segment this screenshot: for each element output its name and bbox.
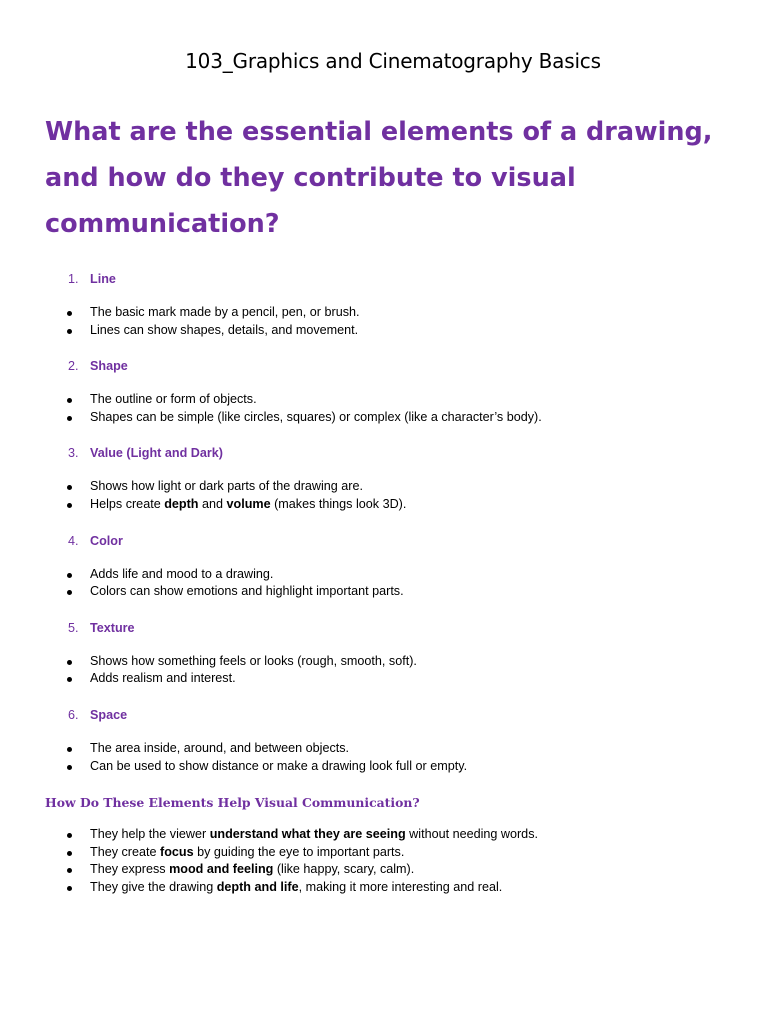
text-run: Adds realism and interest. (90, 671, 236, 686)
bold-text: volume (226, 496, 271, 511)
list-item (0, 670, 768, 688)
list-item (0, 409, 768, 427)
spacer (0, 463, 768, 478)
text-run: Helps create (90, 496, 165, 511)
bullet-text (90, 740, 349, 758)
bullet-dot (67, 573, 72, 578)
bullet-dot (67, 398, 72, 403)
bullet-dot (67, 677, 72, 682)
element-heading (0, 269, 768, 289)
spacer (0, 551, 768, 566)
bullet-dot (67, 311, 72, 316)
question-heading: What are the essential elements of a drawing, and how do they contribute to visual communication? (45, 117, 713, 239)
spacer (0, 725, 768, 740)
list-item (0, 653, 768, 671)
text-run: (makes things look 3D). (270, 496, 407, 511)
spacer (0, 376, 768, 391)
text-run: Can be used to show distance or make a drawing look full or empty. (90, 758, 468, 773)
text-run: They express (90, 862, 170, 877)
spacer (0, 289, 768, 304)
bullet-dot (67, 485, 72, 490)
spacer (0, 514, 768, 531)
spacer (0, 339, 768, 356)
bullet-text (90, 844, 404, 862)
bullet-text (90, 322, 358, 340)
bullet-text (90, 304, 360, 322)
list-item (0, 304, 768, 322)
bullet-dot (67, 329, 72, 334)
list-item (0, 566, 768, 584)
bullet-dot (67, 590, 72, 595)
element-heading (0, 531, 768, 551)
bullet-text (90, 861, 414, 879)
text-run: They create (90, 844, 160, 859)
element-name: Color (90, 533, 123, 548)
bullet-dot (67, 503, 72, 508)
list-item (0, 758, 768, 776)
bullet-dot (67, 868, 72, 873)
bullet-dot (67, 886, 72, 891)
element-name: Shape (90, 359, 128, 374)
element-number: 6. (68, 707, 79, 722)
text-run: Shows how light or dark parts of the drawing are. (90, 479, 364, 494)
list-item (0, 740, 768, 758)
text-run: Shows how something feels or looks (rough, smooth, soft). (90, 653, 417, 668)
bold-text: mood and feeling (169, 862, 274, 877)
text-run: They help the viewer (90, 827, 210, 842)
element-name: Texture (90, 620, 135, 635)
bold-text: depth and life (216, 879, 299, 894)
spacer (0, 426, 768, 443)
element-heading (0, 618, 768, 638)
bullet-dot (67, 765, 72, 770)
text-run: (like happy, scary, calm). (273, 862, 415, 877)
text-run: Shapes can be simple (like circles, squares) or complex (like a character’s body). (90, 409, 542, 424)
text-run: The basic mark made by a pencil, pen, or brush. (90, 305, 360, 319)
bullet-text (90, 583, 404, 601)
spacer (0, 688, 768, 705)
bullet-text (90, 879, 502, 897)
list-item (0, 583, 768, 601)
element-heading (0, 443, 768, 463)
list-item (0, 391, 768, 409)
text-run: They give the drawing (90, 879, 217, 894)
bullet-text (90, 409, 542, 427)
summary-heading: How Do These Elements Help Visual Communication? (45, 795, 420, 811)
bullet-text (90, 566, 273, 584)
text-run: and (198, 496, 227, 511)
list-item (0, 322, 768, 340)
text-run: Adds life and mood to a drawing. (90, 566, 274, 581)
element-number: 5. (68, 620, 79, 635)
bullet-text (90, 496, 406, 514)
element-name: Line (90, 272, 116, 286)
element-number: 3. (68, 446, 79, 461)
bullet-dot (67, 747, 72, 752)
text-run: The outline or form of objects. (90, 392, 257, 407)
text-run: Lines can show shapes, details, and movement. (90, 322, 359, 337)
list-item (0, 496, 768, 514)
element-name: Space (90, 707, 128, 722)
summary-item (0, 844, 768, 862)
spacer (0, 814, 768, 826)
bullet-dot (67, 660, 72, 665)
element-heading (0, 356, 768, 376)
text-run: The area inside, around, and between objects. (90, 740, 350, 755)
element-name: Value (Light and Dark) (90, 446, 223, 461)
element-number: 4. (68, 533, 79, 548)
summary-item (0, 879, 768, 897)
bullet-text (90, 391, 257, 409)
bullet-dot (67, 416, 72, 421)
text-run: by guiding the eye to important parts. (193, 844, 405, 859)
text-run: Colors can show emotions and highlight important parts. (90, 584, 404, 599)
bullet-text (90, 653, 417, 671)
bullet-text (90, 478, 363, 496)
bold-text: depth (164, 496, 199, 511)
page-title: 103_Graphics and Cinematography Basics (185, 49, 601, 73)
bullet-text (90, 826, 538, 844)
element-number: 1. (68, 272, 79, 286)
element-heading (0, 705, 768, 725)
bold-text: understand what they are seeing (209, 827, 406, 842)
summary-item (0, 861, 768, 879)
spacer (0, 601, 768, 618)
list-item (0, 478, 768, 496)
document-body (0, 269, 768, 897)
bullet-dot (67, 833, 72, 838)
element-number: 2. (68, 359, 79, 374)
summary-item (0, 826, 768, 844)
text-run: , making it more interesting and real. (298, 879, 503, 894)
spacer (0, 775, 768, 792)
bullet-text (90, 758, 467, 776)
bold-text: focus (160, 844, 194, 859)
bullet-dot (67, 851, 72, 856)
bullet-text (90, 670, 236, 688)
text-run: without needing words. (405, 827, 538, 842)
spacer (0, 638, 768, 653)
